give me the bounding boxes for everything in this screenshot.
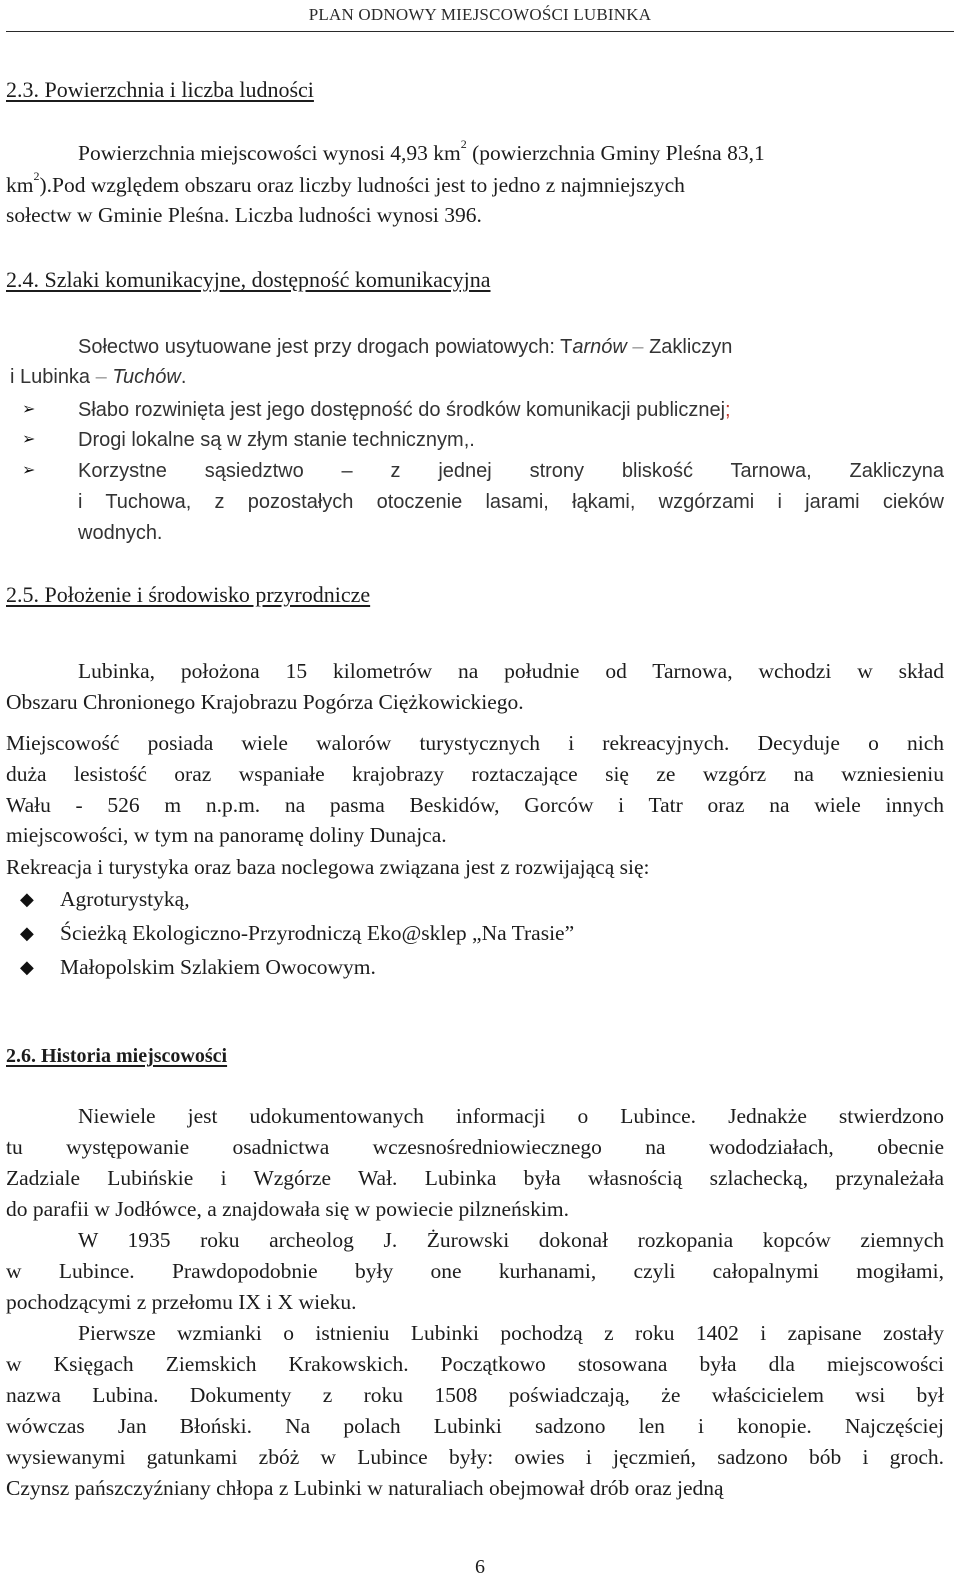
paragraph-line <box>6 170 954 200</box>
list-item <box>78 395 954 425</box>
paragraph-line: Wału - 526 m n.p.m. na pasma Beskidów, Gorców i Tatr oraz na wiele innych <box>6 793 944 817</box>
text: Zakliczyn <box>649 336 733 358</box>
section-heading-2-3: 2.3. Powierzchnia i liczba ludności <box>6 77 314 102</box>
paragraph-line: sołectw w Gminie Pleśna. Liczba ludności wynosi 396. <box>6 203 482 227</box>
diamond-bullet-icon: ◆ <box>20 889 34 909</box>
section-heading-2-5: 2.5. Położenie i środowisko przyrodnicze <box>6 582 371 607</box>
page-number: 6 <box>475 1556 485 1578</box>
arrow-bullet-icon: ➢ <box>22 462 36 479</box>
text: km <box>6 173 34 197</box>
text: (powierzchnia Gminy Pleśna 83,1 <box>466 141 765 165</box>
text: arnów <box>572 336 627 358</box>
text: Słabo rozwinięta jest jego dostępność do środków komunikacji publicznej <box>78 399 726 421</box>
paragraph-line: W 1935 roku archeolog J. Żurowski dokonał rozkopania kopców ziemnych <box>78 1228 944 1252</box>
arrow-bullet-icon: ➢ <box>22 431 36 448</box>
paragraph-line: nazwa Lubina. Dokumenty z roku 1508 poświadczają, że właścicielem wsi był <box>6 1383 944 1407</box>
paragraph-line <box>78 332 954 362</box>
superscript: 2 <box>33 169 40 183</box>
list-item: Małopolskim Szlakiem Owocowym. <box>60 955 376 979</box>
paragraph-line: Miejscowość posiada wiele walorów turystycznych i rekreacyjnych. Decyduje o nich <box>6 731 944 755</box>
paragraph-line: Niewiele jest udokumentowanych informacji o Lubince. Jednakże stwierdzono <box>78 1104 944 1128</box>
paragraph-line: Lubinka, położona 15 kilometrów na południe od Tarnowa, wchodzi w skład <box>78 659 944 683</box>
diamond-bullet-icon: ◆ <box>20 923 34 943</box>
section-heading-2-6: 2.6. Historia miejscowości <box>6 1045 228 1067</box>
paragraph-line: miejscowości, w tym na panoramę doliny Dunajca. <box>6 823 447 847</box>
list-item-continuation: wodnych. <box>78 522 163 544</box>
text: Sołectwo usytuowane jest przy drogach powiatowych: T <box>78 336 573 358</box>
text: Tuchów <box>112 366 181 388</box>
paragraph-line <box>10 362 958 392</box>
paragraph-line: do parafii w Jodłówce, a znajdowała się w powiecie pilzneńskim. <box>6 1197 569 1221</box>
paragraph-line: wysiewanymi gatunkami zbóż w Lubince były: owies i jęczmień, sadzono bób i groch. <box>6 1445 944 1469</box>
list-item: Ścieżką Ekologiczno-Przyrodniczą Eko@sklep „Na Trasie” <box>60 921 575 945</box>
text: Powierzchnia miejscowości wynosi 4,93 km <box>78 141 461 165</box>
paragraph-line: pochodzącymi z przełomu IX i X wieku. <box>6 1290 357 1314</box>
superscript: 2 <box>460 137 467 151</box>
list-item-continuation: i Tuchowa, z pozostałych otoczenie lasami, łąkami, wzgórzami i jarami cieków <box>78 491 944 513</box>
page-header: PLAN ODNOWY MIEJSCOWOŚCI LUBINKA <box>308 5 652 24</box>
paragraph-line: Rekreacja i turystyka oraz baza noclegowa związana jest z rozwijającą się: <box>6 855 650 879</box>
list-item: Korzystne sąsiedztwo – z jednej strony bliskość Tarnowa, Zakliczyna <box>78 460 944 482</box>
paragraph-line <box>78 138 954 168</box>
paragraph-line: Obszaru Chronionego Krajobrazu Pogórza Ciężkowickiego. <box>6 690 524 714</box>
paragraph-line: wówczas Jan Błoński. Na polach Lubinki sadzono len i konopie. Najczęściej <box>6 1414 944 1438</box>
paragraph-line: Czynsz pańszczyźniany chłopa z Lubinki w naturaliach obejmował drób oraz jedną <box>6 1476 724 1500</box>
text: ; <box>725 399 731 421</box>
dash: – <box>95 366 113 388</box>
header-rule <box>6 31 954 32</box>
text: i Lubinka <box>10 366 96 388</box>
paragraph-line: w Lubince. Prawdopodobnie były one kurhanami, czyli całopalnymi mogiłami, <box>6 1259 944 1283</box>
section-heading-2-4: 2.4. Szlaki komunikacyjne, dostępność komunikacyjna <box>6 267 491 292</box>
paragraph-line: duża lesistość oraz wspaniałe krajobrazy roztaczające się ze wzgórz na wzniesieniu <box>6 762 944 786</box>
paragraph-line: Pierwsze wzmianki o istnieniu Lubinki pochodzą z roku 1402 i zapisane zostały <box>78 1321 944 1345</box>
list-item: Agroturystyką, <box>60 887 190 911</box>
dash: – <box>626 336 650 358</box>
arrow-bullet-icon: ➢ <box>22 401 36 418</box>
text: ).Pod względem obszaru oraz liczby ludności jest to jedno z najmniejszych <box>39 173 685 197</box>
paragraph-line: Zadziale Lubińskie i Wzgórze Wał. Lubinka była własnością szlachecką, przynależała <box>6 1166 944 1190</box>
text: . <box>180 366 187 388</box>
list-item: Drogi lokalne są w złym stanie technicznym,. <box>78 429 475 451</box>
paragraph-line: w Księgach Ziemskich Krakowskich. Początkowo stosowana była dla miejscowości <box>6 1352 944 1376</box>
diamond-bullet-icon: ◆ <box>20 957 34 977</box>
paragraph-line: tu występowanie osadnictwa wczesnośredniowiecznego na wododziałach, obecnie <box>6 1135 944 1159</box>
